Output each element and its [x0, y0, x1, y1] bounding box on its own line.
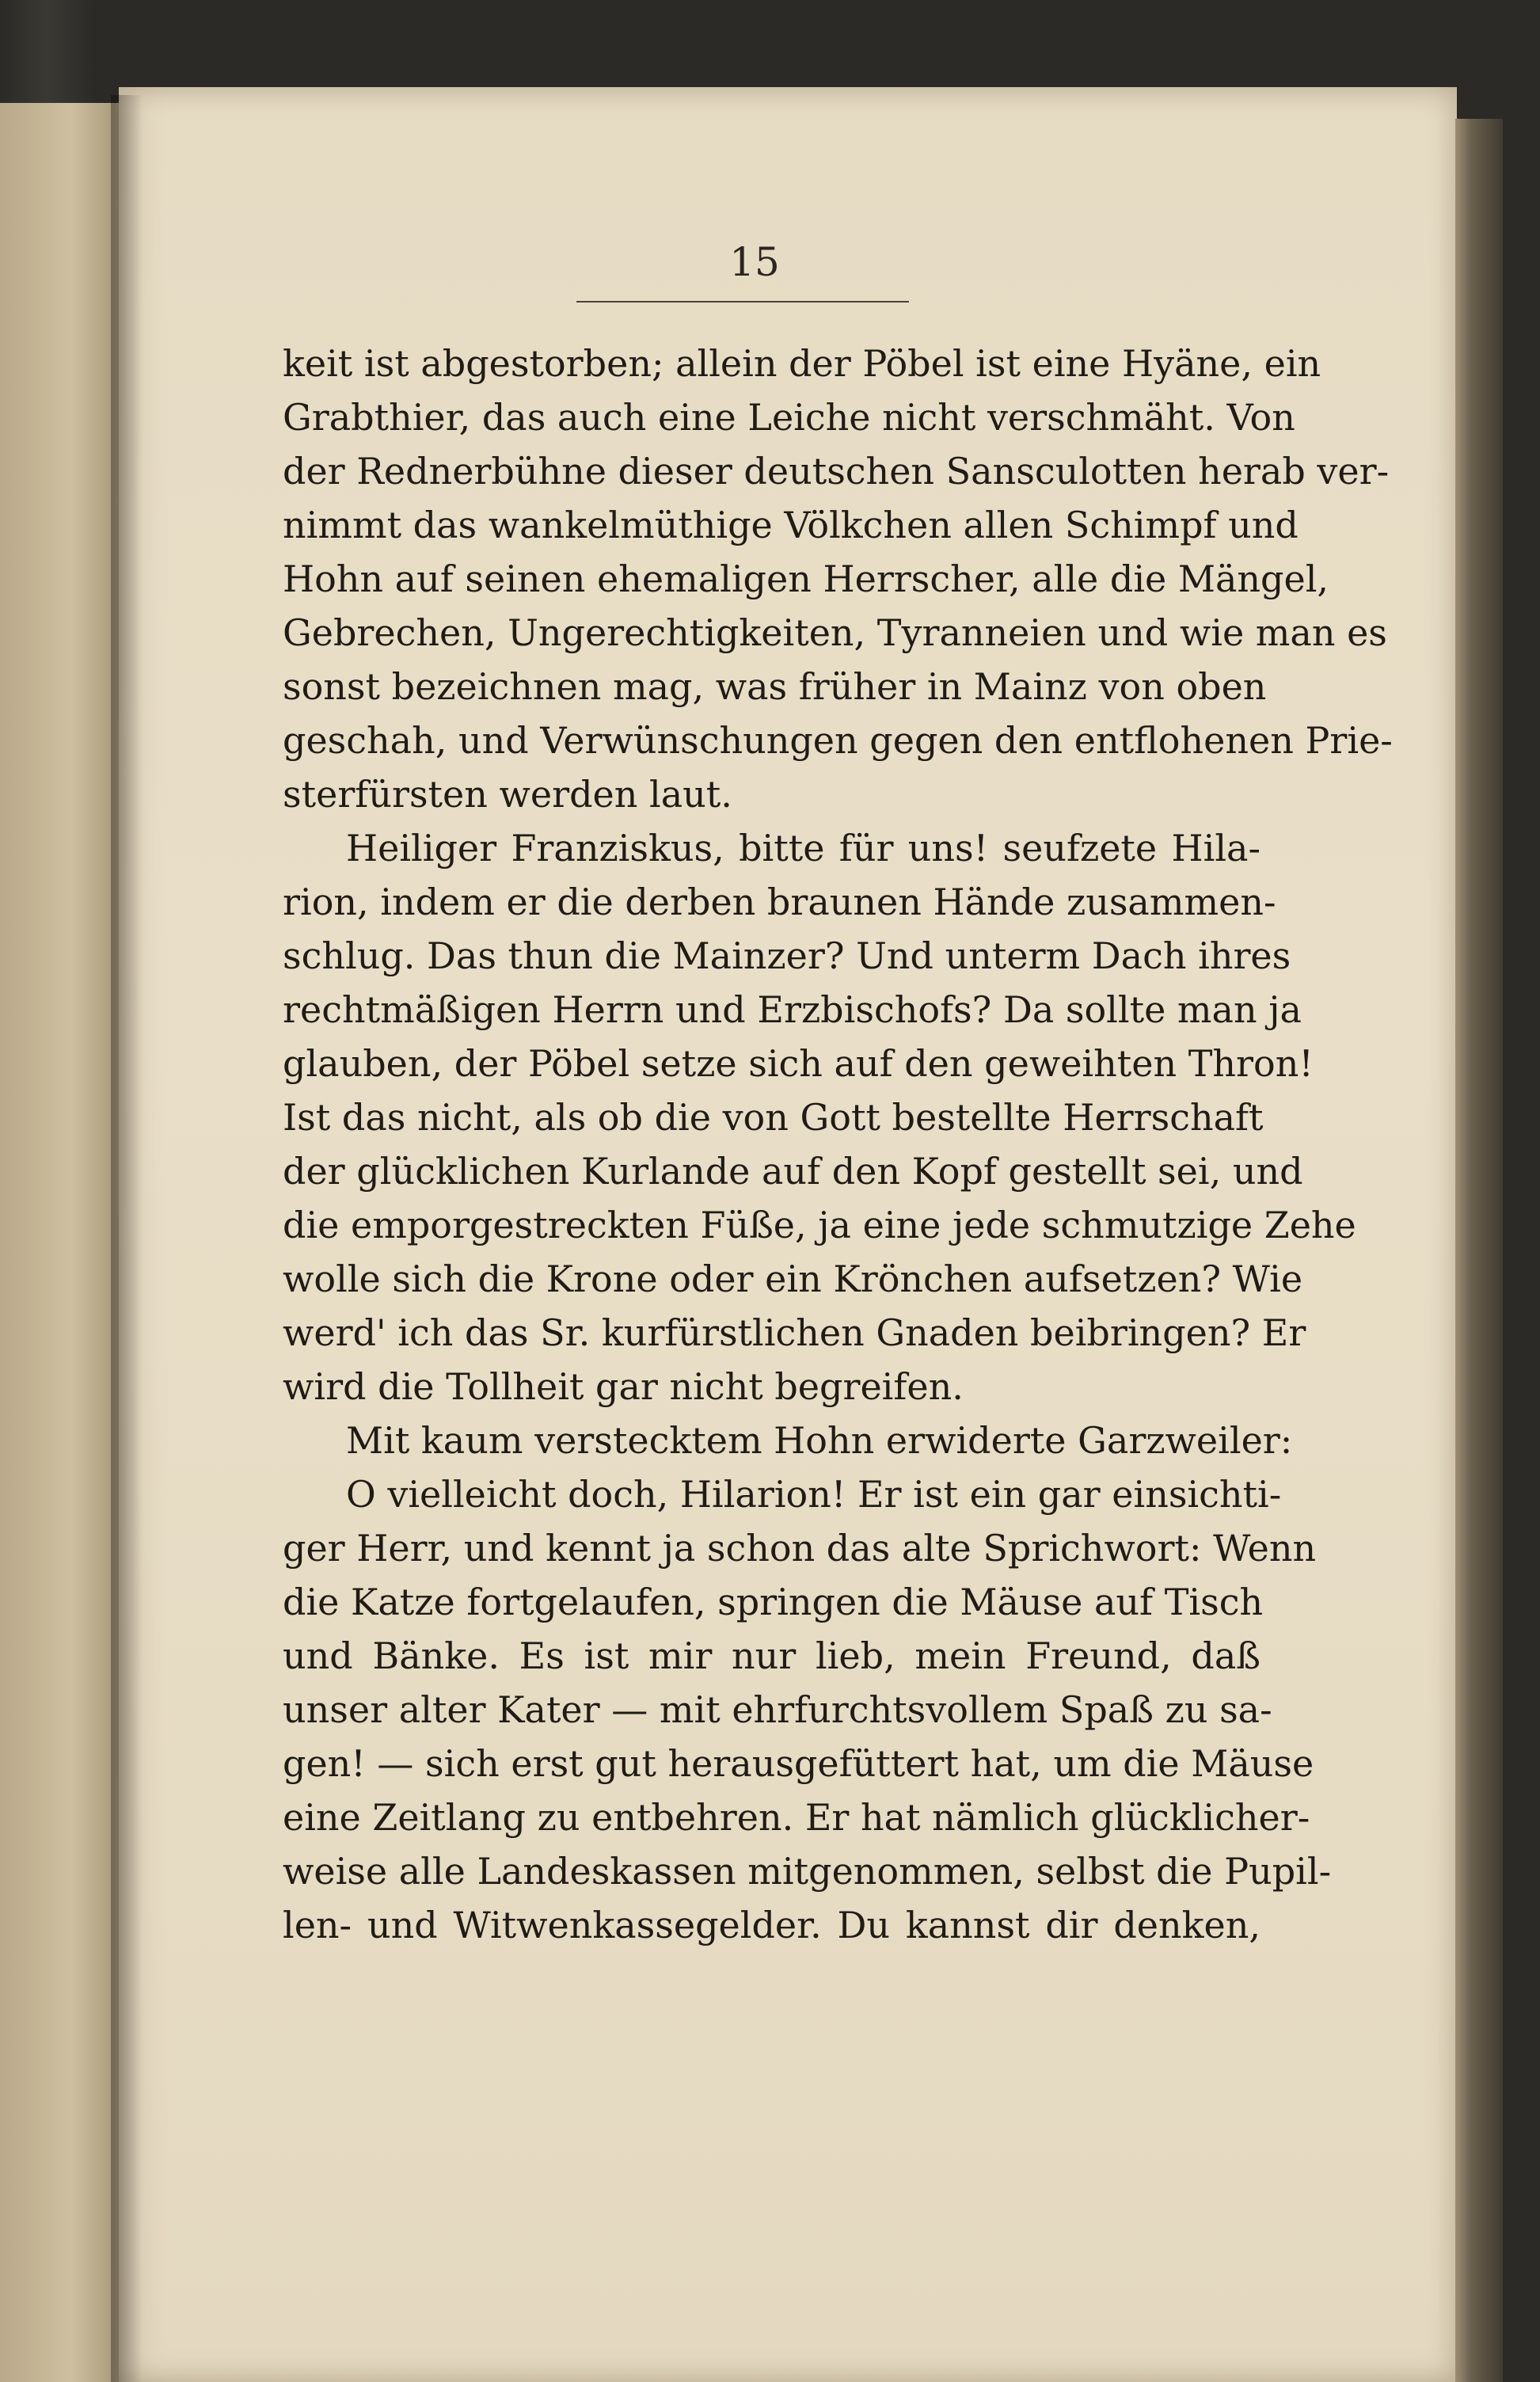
- text-line: wolle sich die Krone oder ein Krönchen aufsetzen? Wie: [283, 1258, 1303, 1300]
- text-line: schlug. Das thun die Mainzer? Und unterm Dach ihres: [283, 934, 1291, 977]
- text-line: len- und Witwenkassegelder. Du kannst dir denken,: [283, 1904, 1261, 1946]
- text-line: unser alter Kater — mit ehrfurchtsvollem Spaß zu sa-: [283, 1688, 1272, 1731]
- text-line: sterfürsten werden laut.: [283, 773, 732, 816]
- text-line: wird die Tollheit gar nicht begreifen.: [283, 1365, 964, 1408]
- text-line: der Rednerbühne dieser deutschen Sansculotten herab ver-: [283, 450, 1390, 493]
- spine-shadow: [111, 95, 143, 2382]
- text-line: Gebrechen, Ungerechtigkeiten, Tyranneien und wie man es: [283, 611, 1387, 654]
- text-line: geschah, und Verwünschungen gegen den entflohenen Prie-: [283, 719, 1393, 762]
- page-number: 15: [729, 239, 780, 285]
- text-line: nimmt das wankelmüthige Völkchen allen Schimpf und: [283, 504, 1299, 546]
- body-text: [283, 337, 1393, 1952]
- text-line: rion, indem er die derben braunen Hände zusammen-: [283, 881, 1276, 923]
- text-line: und Bänke. Es ist mir nur lieb, mein Freund, daß: [283, 1634, 1261, 1677]
- text-line: ger Herr, und kennt ja schon das alte Sprichwort: Wenn: [283, 1527, 1317, 1570]
- text-line: Ist das nicht, als ob die von Gott bestellte Herrschaft: [283, 1096, 1264, 1139]
- text-line: gen! — sich erst gut herausgefüttert hat, um die Mäuse: [283, 1742, 1314, 1785]
- text-line: die Katze fortgelaufen, springen die Mäuse auf Tisch: [283, 1581, 1264, 1623]
- text-line: keit ist abgestorben; allein der Pöbel ist eine Hyäne, ein: [283, 342, 1321, 385]
- text-line: Mit kaum verstecktem Hohn erwiderte Garzweiler:: [346, 1419, 1293, 1462]
- text-line: sonst bezeichnen mag, was früher in Mainz von oben: [283, 665, 1267, 708]
- text-line: Heiliger Franziskus, bitte für uns! seufzete Hila-: [346, 827, 1261, 869]
- text-line: werd' ich das Sr. kurfürstlichen Gnaden beibringen? Er: [283, 1311, 1306, 1354]
- text-line: eine Zeitlang zu entbehren. Er hat nämlich glücklicher-: [283, 1796, 1310, 1839]
- text-line: weise alle Landeskassen mitgenommen, selbst die Pupil-: [283, 1850, 1332, 1893]
- text-line: Hohn auf seinen ehemaligen Herrscher, alle die Mängel,: [283, 557, 1329, 600]
- page-stack-edge: [1455, 119, 1503, 2382]
- text-line: Grabthier, das auch eine Leiche nicht verschmäht. Von: [283, 396, 1295, 439]
- text-line: die emporgestreckten Füße, ja eine jede schmutzige Zehe: [283, 1204, 1356, 1246]
- text-line: rechtmäßigen Herrn und Erzbischofs? Da sollte man ja: [283, 988, 1302, 1031]
- facing-page-edge: [0, 103, 119, 2382]
- text-line: der glücklichen Kurlande auf den Kopf gestellt sei, und: [283, 1150, 1303, 1193]
- header-rule: [576, 301, 909, 303]
- text-line: O vielleicht doch, Hilarion! Er ist ein gar einsichti-: [346, 1473, 1282, 1516]
- text-line: glauben, der Pöbel setze sich auf den geweihten Thron!: [283, 1042, 1314, 1085]
